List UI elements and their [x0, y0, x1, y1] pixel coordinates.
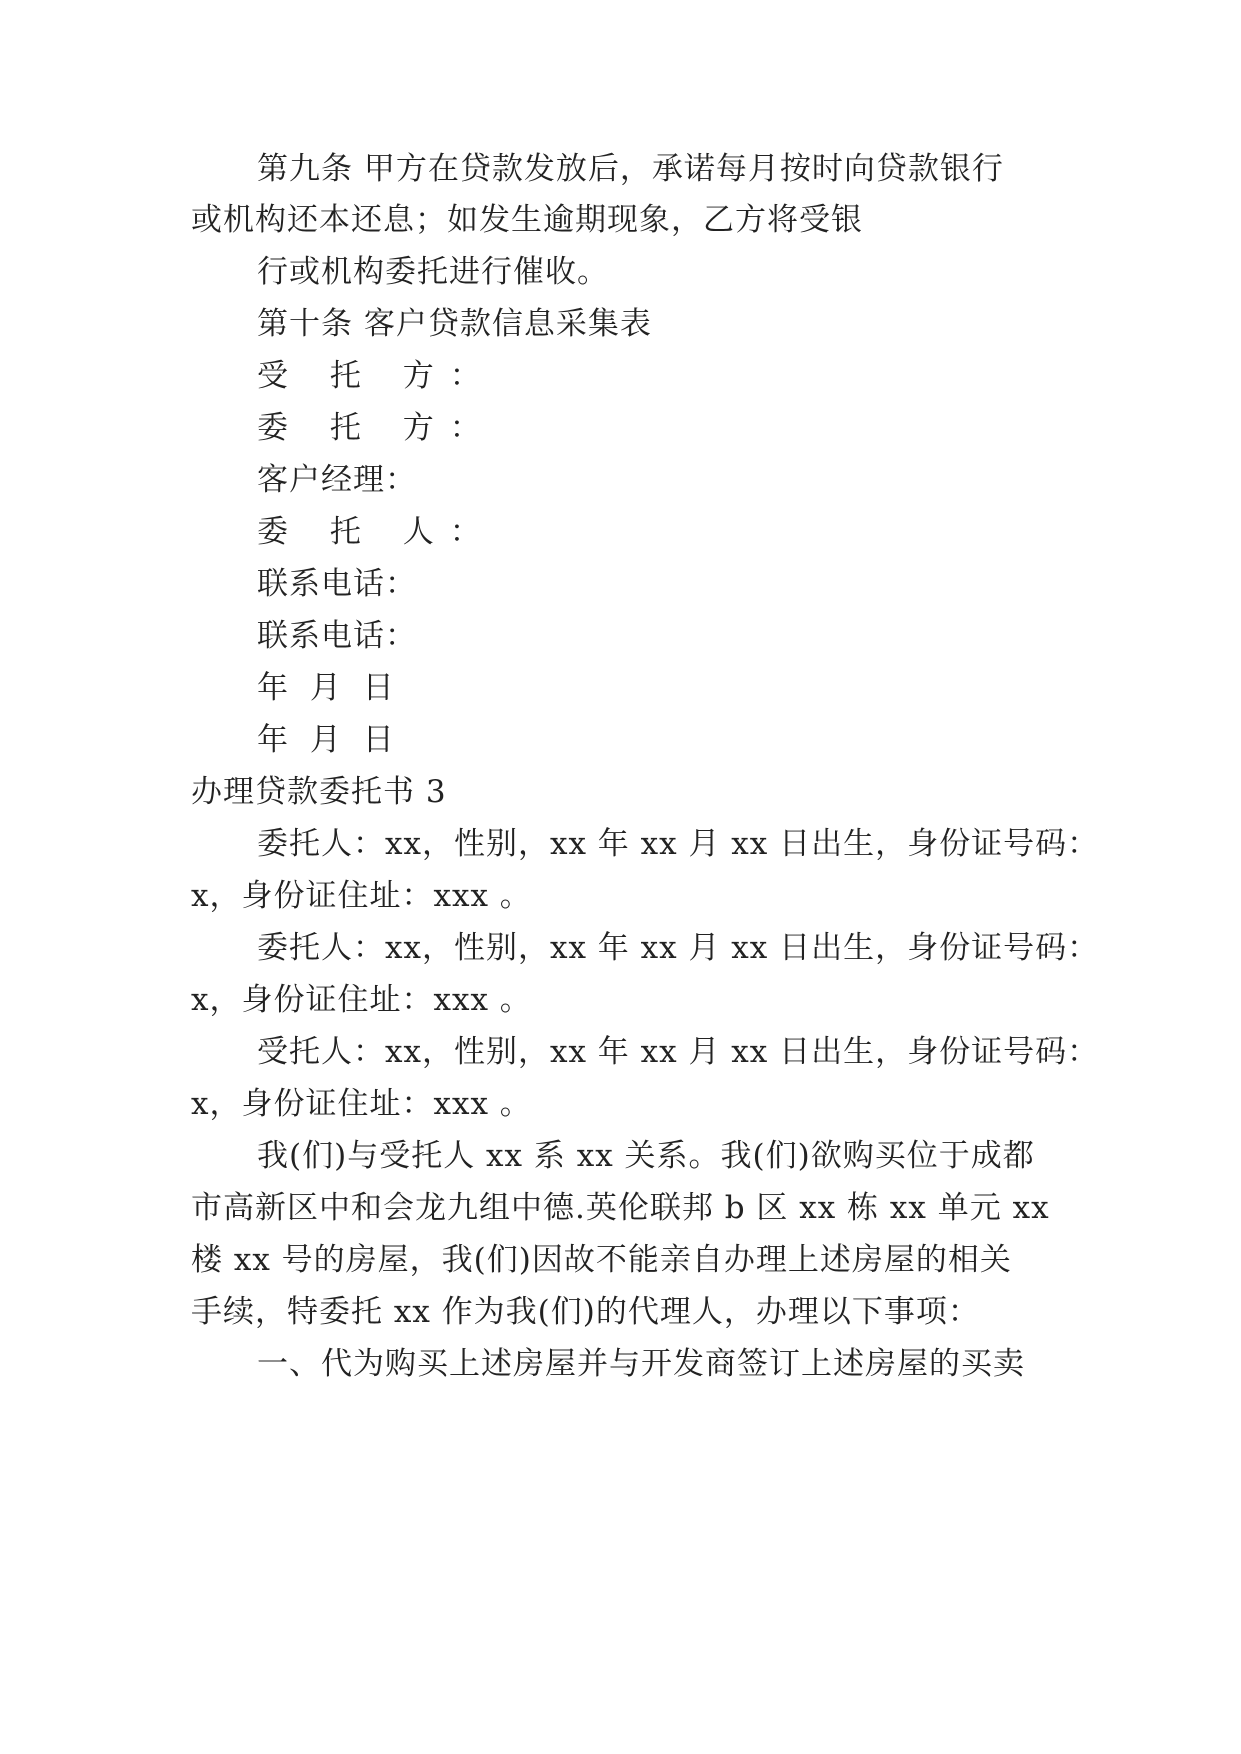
contact-phone-label-2: 联系电话： [257, 618, 417, 654]
principal-1-line-2: x，身份证住址：xxx 。 [191, 878, 532, 914]
principal-label: 委 托 人： [257, 514, 497, 550]
body-paragraph-line-4: 手续，特委托 xx 作为我(们)的代理人，办理以下事项： [191, 1294, 980, 1330]
body-paragraph-line-3: 楼 xx 号的房屋，我(们)因故不能亲自办理上述房屋的相关 [191, 1242, 1012, 1278]
agent-line-1: 受托人：xx，性别，xx 年 xx 月 xx 日出生，身份证号码： [257, 1034, 1100, 1070]
date-line-1: 年 月 日 [257, 670, 400, 706]
body-paragraph-line-2: 市高新区中和会龙九组中德.英伦联邦 b 区 xx 栋 xx 单元 xx [191, 1190, 1050, 1226]
article-9-line-1: 第九条 甲方在贷款发放后，承诺每月按时向贷款银行 [257, 151, 1004, 187]
trustee-party-label: 受 托 方： [257, 358, 497, 394]
date-line-2: 年 月 日 [257, 722, 400, 758]
section-title: 办理贷款委托书 3 [191, 774, 447, 810]
principal-2-line-1: 委托人：xx，性别，xx 年 xx 月 xx 日出生，身份证号码： [257, 930, 1100, 966]
entrusting-party-label: 委 托 方： [257, 410, 497, 446]
article-10-heading: 第十条 客户贷款信息采集表 [257, 306, 652, 342]
principal-1-line-1: 委托人：xx，性别，xx 年 xx 月 xx 日出生，身份证号码： [257, 826, 1100, 862]
article-9-line-3: 行或机构委托进行催收。 [257, 254, 609, 290]
agent-line-2: x，身份证住址：xxx 。 [191, 1086, 532, 1122]
principal-2-line-2: x，身份证住址：xxx 。 [191, 982, 532, 1018]
body-paragraph-line-1: 我(们)与受托人 xx 系 xx 关系。我(们)欲购买位于成都 [257, 1138, 1035, 1174]
item-1-line-1: 一、代为购买上述房屋并与开发商签订上述房屋的买卖 [257, 1346, 1025, 1382]
account-manager-label: 客户经理： [257, 462, 417, 498]
article-9-line-2: 或机构还本还息；如发生逾期现象，乙方将受银 [191, 202, 863, 238]
contact-phone-label-1: 联系电话： [257, 566, 417, 602]
